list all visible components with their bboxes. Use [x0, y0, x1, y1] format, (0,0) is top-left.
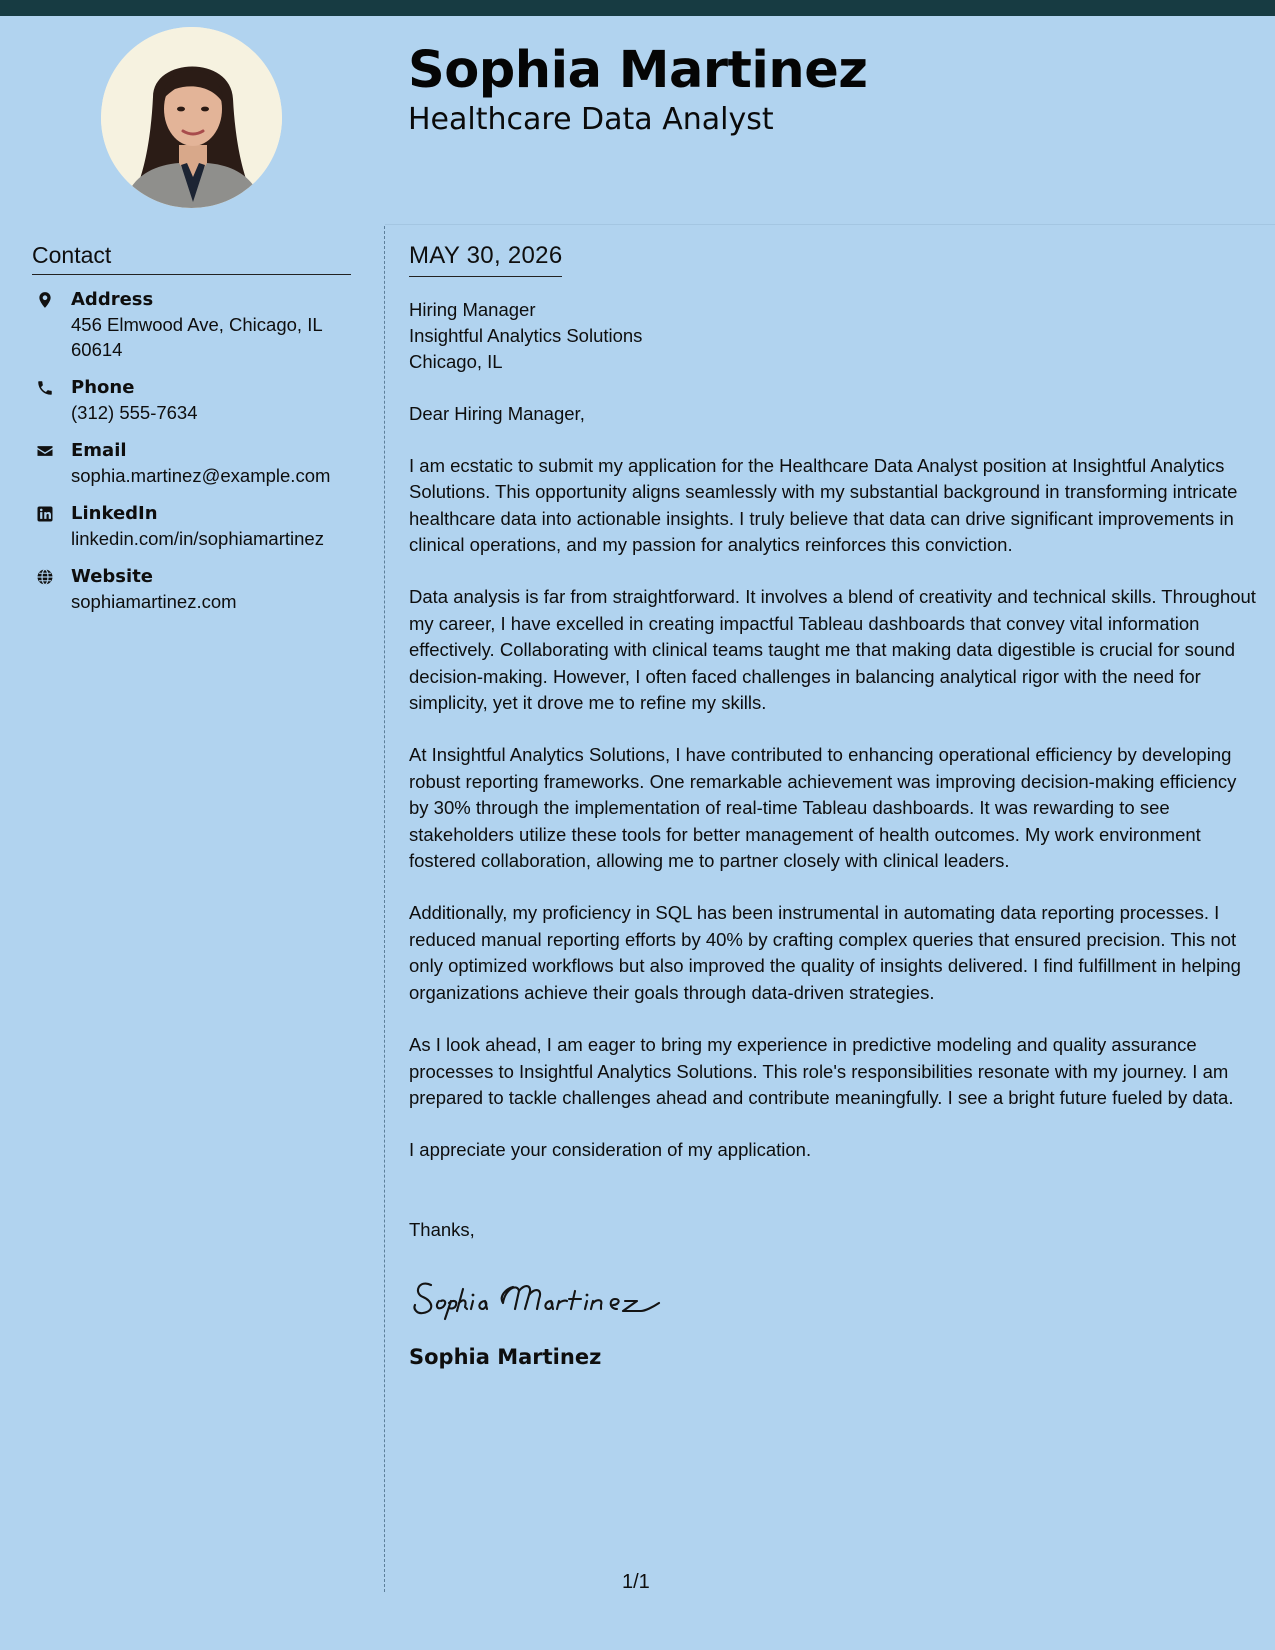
body-paragraph: I am ecstatic to submit my application for the Healthcare Data Analyst position at Insightful Analytics Solutions. This opportunity aligns seamlessly with my substantial background in transforming intricate healthcare data into actionable insights. I truly believe that data can drive significant improvements in clinical operations, and my passion for analytics reinforces this conviction. [409, 454, 1238, 556]
recipient-line: Insightful Analytics Solutions [409, 324, 643, 346]
body-paragraph: As I look ahead, I am eager to bring my experience in predictive modeling and quality assurance processes to Insightful Analytics Solutions. This role's responsibilities resonate with my journey. I am prepared to tackle challenges ahead and contribute meaningfully. I see a bright future fueled by data. [409, 1034, 1234, 1108]
letter-date: MAY 30, 2026 [409, 242, 562, 277]
body-paragraph: Data analysis is far from straightforward. It involves a blend of creativity and technical skills. Throughout my career, I have excelled in creating impactful Tableau dashboards that convey vital information effectively. Collaborating with clinical teams taught me that making data digestible is crucial for sound decision-making. However, I often faced challenges in balancing analytical rigor with the need for simplicity, yet it drove me to refine my skills. [409, 586, 1256, 714]
contact-item-website [32, 565, 351, 614]
contact-label: Website [71, 565, 154, 587]
top-accent-bar [0, 0, 1275, 16]
body-paragraph: Additionally, my proficiency in SQL has been instrumental in automating data reporting processes. I reduced manual reporting efforts by 40% by crafting complex queries that ensured precision. This not only optimized workflows but also improved the quality of insights delivered. I find fulfillment in helping organizations achieve their goals through data-driven strategies. [409, 902, 1241, 1003]
contact-item-address [32, 288, 351, 362]
linkedin-value[interactable]: linkedin.com/in/sophiamartinez [71, 527, 324, 549]
body-paragraph: At Insightful Analytics Solutions, I have contributed to enhancing operational efficiency by developing robust reporting frameworks. One remarkable achievement was improving decision-making efficiency by 30% through the implementation of real-time Tableau dashboards. It was rewarding to see stakeholders utilize these tools for better management of health outcomes. My work environment fostered collaboration, allowing me to partner closely with clinical leaders. [409, 744, 1237, 872]
email-value[interactable]: sophia.martinez@example.com [71, 464, 331, 486]
contact-list [32, 288, 351, 614]
website-value[interactable]: sophiamartinez.com [71, 590, 237, 612]
handwritten-signature [409, 1271, 1257, 1321]
closing: Thanks, [409, 1218, 475, 1240]
recipient-line: Hiring Manager [409, 298, 536, 320]
signer-name: Sophia Martinez [409, 1344, 602, 1369]
page-number: 1/1 [622, 1571, 650, 1593]
map-pin-icon [36, 291, 54, 309]
profile-photo [101, 27, 282, 208]
contact-heading: Contact [32, 242, 351, 275]
recipient-line: Chicago, IL [409, 350, 503, 372]
address-value: 456 Elmwood Ave, Chicago, IL 60614 [71, 313, 322, 360]
body-paragraph: I appreciate your consideration of my application. [409, 1139, 812, 1161]
candidate-name: Sophia Martinez [408, 41, 868, 100]
greeting: Dear Hiring Manager, [409, 402, 585, 424]
contact-label: Address [71, 288, 154, 310]
contact-label: LinkedIn [71, 502, 158, 524]
contact-label: Phone [71, 376, 135, 398]
header-divider [385, 224, 1275, 225]
contact-item-linkedin [32, 502, 351, 551]
letter-body [409, 242, 1257, 1369]
contact-label: Email [71, 439, 127, 461]
envelope-icon [36, 442, 54, 460]
contact-item-email [32, 439, 351, 488]
column-divider [384, 226, 385, 1592]
candidate-title: Healthcare Data Analyst [408, 102, 774, 137]
phone-value[interactable]: (312) 555-7634 [71, 401, 198, 423]
recipient-block [409, 297, 1257, 375]
linkedin-icon [36, 505, 54, 523]
globe-icon [36, 568, 54, 586]
phone-icon [36, 379, 54, 397]
contact-sidebar [32, 242, 351, 628]
contact-item-phone [32, 376, 351, 425]
